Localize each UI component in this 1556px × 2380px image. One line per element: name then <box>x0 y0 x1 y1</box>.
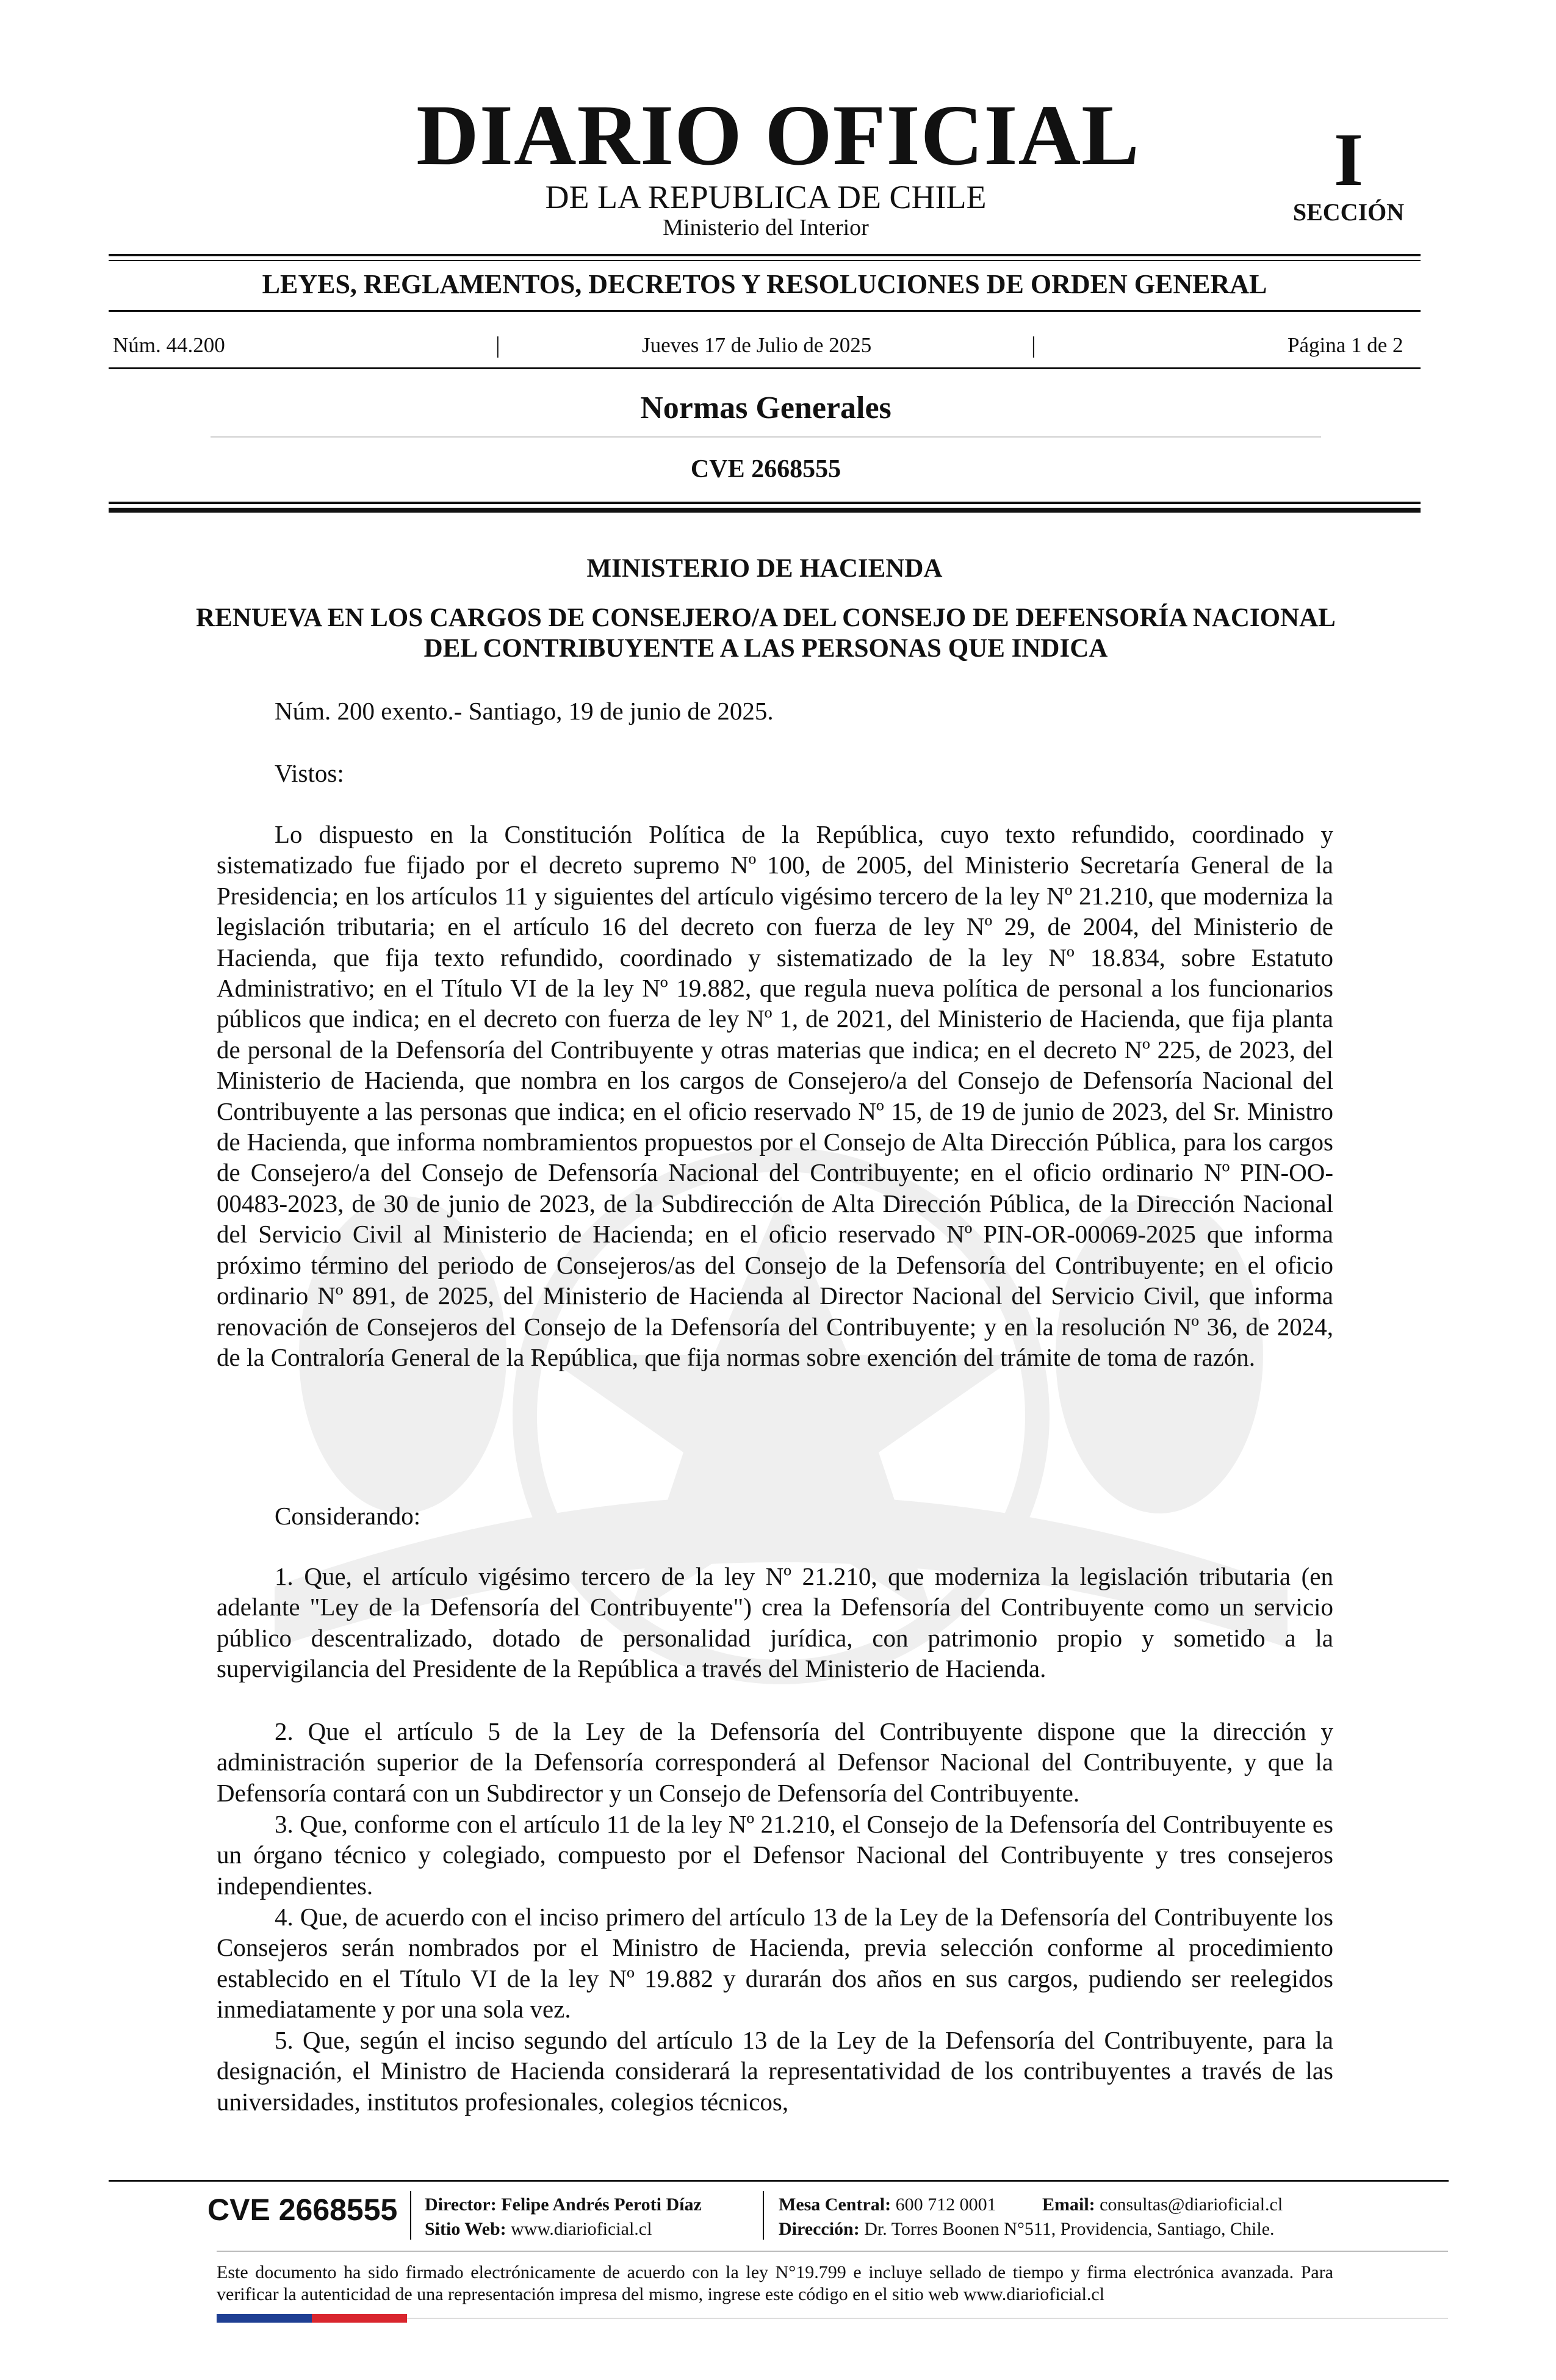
meta-rule <box>109 367 1421 369</box>
decree-number: Núm. 200 exento.- Santiago, 19 de junio de 2025. <box>275 697 774 725</box>
considerando-item <box>217 1902 1333 2025</box>
flag-stripe-red <box>312 2314 407 2323</box>
footer-website: Sitio Web: www.diarioficial.cl <box>425 2219 652 2239</box>
considerando-item <box>217 1716 1333 1808</box>
website-link[interactable]: www.diarioficial.cl <box>511 2219 652 2239</box>
footer-director: Director: Felipe Andrés Peroti Díaz <box>425 2194 702 2215</box>
director-name: Felipe Andrés Peroti Díaz <box>501 2194 702 2215</box>
email-link[interactable]: consultas@diarioficial.cl <box>1100 2194 1283 2215</box>
meta-separator: | <box>1031 333 1036 358</box>
masthead-title: DIARIO OFICIAL <box>416 87 1140 183</box>
flag-stripe-blue <box>217 2314 312 2323</box>
footer-phone: Mesa Central: 600 712 0001 <box>779 2194 996 2215</box>
footer-thin-rule <box>217 2251 1448 2252</box>
footer-email: Email: consultas@diarioficial.cl <box>1042 2194 1283 2215</box>
page-indicator: Página 1 de 2 <box>1288 333 1403 357</box>
section-label: SECCIÓN <box>1292 198 1405 226</box>
masthead-ministry: Ministerio del Interior <box>663 215 869 240</box>
footer-divider <box>410 2191 411 2240</box>
footer-address: Dirección: Dr. Torres Boonen N°511, Providencia, Santiago, Chile. <box>779 2219 1275 2239</box>
considerando-text: 2. Que el artículo 5 de la Ley de la Defensoría del Contribuyente dispone que la dirección y administración superior de la Defensoría corresponderá al Defensor Nacional del Contribuyente, y que la Defensoría contará con un Subdirector y un Consejo de Defensoría del Contribuyente. <box>217 1717 1333 1807</box>
header-double-rule <box>109 508 1421 513</box>
subject-line: LEYES, REGLAMENTOS, DECRETOS Y RESOLUCIONES DE ORDEN GENERAL <box>262 269 1267 299</box>
masthead-subtitle: DE LA REPUBLICA DE CHILE <box>545 179 987 215</box>
masthead-rule-top-thin <box>109 260 1421 261</box>
category-rule <box>211 436 1321 438</box>
category-heading: Normas Generales <box>640 391 891 425</box>
subject-rule <box>109 310 1421 312</box>
considerando-text: 4. Que, de acuerdo con el inciso primero del artículo 13 de la Ley de la Defensoría del Contribuyente los Consejeros serán nombrados por el Ministro de Hacienda, previa selección conforme al procedimiento establecido en el Título VI de la ley Nº 19.882 y durarán dos años en sus cargos, pudiendo ser reelegidos inmediatamente y por una sola vez. <box>217 1903 1333 2024</box>
considerando-text: 1. Que, el artículo vigésimo tercero de la ley Nº 21.210, que moderniza la legislación tributaria (en adelante "Ley de la Defensoría del Contribuyente") crea la Defensoría del Contribuyente como un servicio público descentralizado, dotado de personalidad jurídica, con patrimonio propio y sometido a la supervigilancia del Presidente de la República a través del Ministerio de Hacienda. <box>217 1562 1333 1683</box>
meta-separator: | <box>495 333 500 358</box>
cve-code: CVE 2668555 <box>690 455 841 483</box>
footer-cve-code: CVE 2668555 <box>207 2193 398 2227</box>
considerando-text: 3. Que, conforme con el artículo 11 de la ley Nº 21.210, el Consejo de la Defensoría del Contribuyente es un órgano técnico y colegiado, compuesto por el Defensor Nacional del Contribuyente y tres consejeros independientes. <box>217 1810 1333 1900</box>
vistos-text: Lo dispuesto en la Constitución Política de la República, cuyo texto refundido, coordinado y sistematizado fue fijado por el decreto supremo Nº 100, de 2005, del Ministerio Secretaría General de la Presidencia; en los artículos 11 y siguientes del artículo vigésimo tercero de la ley Nº 21.210, que moderniza la legislación tributaria; en el artículo 16 del decreto con fuerza de ley Nº 29, de 2004, del Ministerio de Hacienda, que fija texto refundido, coordinado y sistematizado de la ley Nº 18.834, sobre Estatuto Administrativo; en el Título VI de la ley Nº 19.882, que regula nueva política de personal a los funcionarios públicos que indica; en el decreto con fuerza de ley Nº 1, de 2021, del Ministerio de Hacienda, que fija planta de personal de la Defensoría del Contribuyente y otras materias que indica; en el decreto Nº 225, de 2023, del Ministerio de Hacienda, que nombra en los cargos de Consejero/a del Consejo de Defensoría Nacional del Contribuyente a las personas que indica; en el oficio reservado Nº 15, de 19 de junio de 2023, del Sr. Ministro de Hacienda, que informa nombramientos propuestos por el Consejo de Alta Dirección Pública, para los cargos de Consejero/a del Consejo de Defensoría Nacional del Contribuyente; en el oficio ordinario Nº PIN-OO-00483-2023, de 30 de junio de 2023, de la Subdirección de Alta Dirección Pública, de la Dirección Nacional del Servicio Civil al Ministerio de Hacienda; en el oficio reservado Nº PIN-OR-00069-2025 que informa próximo término del periodo de Consejeros/as del Consejo de la Defensoría del Contribuyente; en el oficio ordinario Nº 891, de 2025, del Ministerio de Hacienda al Director Nacional del Servicio Civil, que informa renovación de Consejeros del Consejo de la Defensoría del Contribuyente; y en la resolución Nº 36, de 2024, de la Contraloría General de la República, que fija normas sobre exención del trámite de toma de razón. <box>217 820 1333 1371</box>
footer-rule <box>109 2180 1449 2182</box>
header-double-rule <box>109 502 1421 504</box>
considerando-item <box>217 2025 1333 2117</box>
vistos-paragraph <box>217 819 1333 1372</box>
considerando-text: 5. Que, según el inciso segundo del artículo 13 de la Ley de la Defensoría del Contribuyente, para la designación, el Ministro de Hacienda considerará la representatividad de los contribuyentes a través de las universidades, institutos profesionales, colegios técnicos, <box>217 2026 1333 2116</box>
issuing-ministry: MINISTERIO DE HACIENDA <box>586 554 943 583</box>
footer-signature-note: Este documento ha sido firmado electrónicamente de acuerdo con la ley N°19.799 e incluye sellado de tiempo y firma electrónica avanzada. Para verificar la autenticidad de una representación impresa del mismo, ingrese este código en el sitio web www.diarioficial.cl <box>217 2262 1333 2304</box>
flag-stripe-rule <box>407 2318 1448 2319</box>
considerando-heading: Considerando: <box>275 1502 421 1530</box>
issue-number: Núm. 44.200 <box>113 333 225 357</box>
considerando-item <box>217 1561 1333 1684</box>
footer-divider <box>763 2191 764 2240</box>
considerando-item <box>217 1809 1333 1901</box>
vistos-heading: Vistos: <box>275 759 344 787</box>
issue-date: Jueves 17 de Julio de 2025 <box>642 333 872 357</box>
masthead-rule-top <box>109 254 1421 256</box>
section-number: I <box>1333 118 1364 201</box>
document-title: RENUEVA EN LOS CARGOS DE CONSEJERO/A DEL CONSEJO DE DEFENSORÍA NACIONAL DEL CONTRIBUYENTE A LAS PERSONAS QUE INDICA <box>196 604 1336 663</box>
